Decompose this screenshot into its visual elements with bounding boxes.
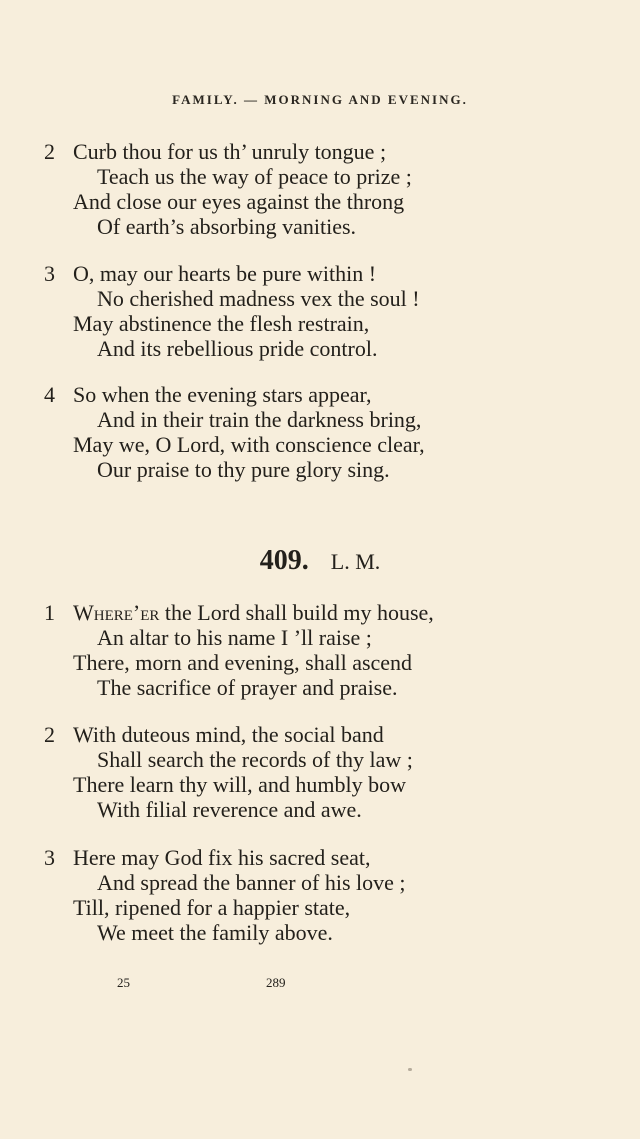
stanza-number: 2	[44, 139, 55, 164]
verse-line: An altar to his name I ’ll raise ;	[97, 625, 372, 650]
verse-line: Here may God fix his sacred seat,	[73, 845, 371, 870]
page-number: 289	[266, 975, 286, 990]
verse-line: Our praise to thy pure glory sing.	[97, 457, 390, 482]
verse-line: With filial reverence and awe.	[97, 797, 362, 822]
verse-line: We meet the family above.	[97, 920, 333, 945]
stanza-409-3	[0, 845, 640, 945]
verse-line: Teach us the way of peace to prize ;	[97, 164, 412, 189]
verse-line: So when the evening stars appear,	[73, 382, 372, 407]
first-line-rest: the Lord shall build my house,	[164, 600, 434, 625]
verse-line	[0, 600, 640, 625]
verse-line: No cherished madness vex the soul !	[97, 286, 420, 311]
verse-line: And spread the banner of his love ;	[97, 870, 406, 895]
verse-line: Curb thou for us th’ unruly tongue ;	[73, 139, 387, 164]
stanza-number: 1	[44, 600, 55, 625]
stanza-number: 2	[44, 722, 55, 747]
verse-line: The sacrifice of prayer and praise.	[97, 675, 398, 700]
stanza-prev-4	[0, 382, 640, 482]
stanza-number: 3	[44, 261, 55, 286]
verse-line: Shall search the records of thy law ;	[97, 747, 413, 772]
running-head: FAMILY. — MORNING AND EVENING.	[172, 92, 468, 107]
stanza-409-2	[0, 722, 640, 822]
verse-line: And its rebellious pride control.	[97, 336, 378, 361]
verse-line: There, morn and evening, shall ascend	[73, 650, 413, 675]
verse-line: May abstinence the flesh restrain,	[73, 311, 370, 336]
verse-line: With duteous mind, the social band	[73, 722, 384, 747]
stanza-409-1	[0, 600, 640, 700]
stanza-number: 3	[44, 845, 55, 870]
verse-line: May we, O Lord, with conscience clear,	[73, 432, 425, 457]
stanza-prev-3	[0, 261, 640, 361]
hymn-meter: L. M.	[330, 549, 381, 574]
verse-line: There learn thy will, and humbly bow	[73, 772, 406, 797]
hymn-number: 409.	[259, 545, 309, 576]
signature-mark: 25	[117, 975, 130, 990]
verse-line: Till, ripened for a happier state,	[73, 895, 351, 920]
verse-line: O, may our hearts be pure within !	[73, 261, 377, 286]
stanza-prev-2	[0, 139, 640, 239]
first-word: Where’er	[73, 600, 160, 625]
verse-line: And close our eyes against the throng	[73, 189, 405, 214]
hymn-heading	[0, 545, 640, 577]
paper-speck	[408, 1068, 412, 1071]
verse-line: And in their train the darkness bring,	[97, 407, 422, 432]
stanza-number: 4	[44, 382, 55, 407]
verse-line: Of earth’s absorbing vanities.	[97, 214, 357, 239]
